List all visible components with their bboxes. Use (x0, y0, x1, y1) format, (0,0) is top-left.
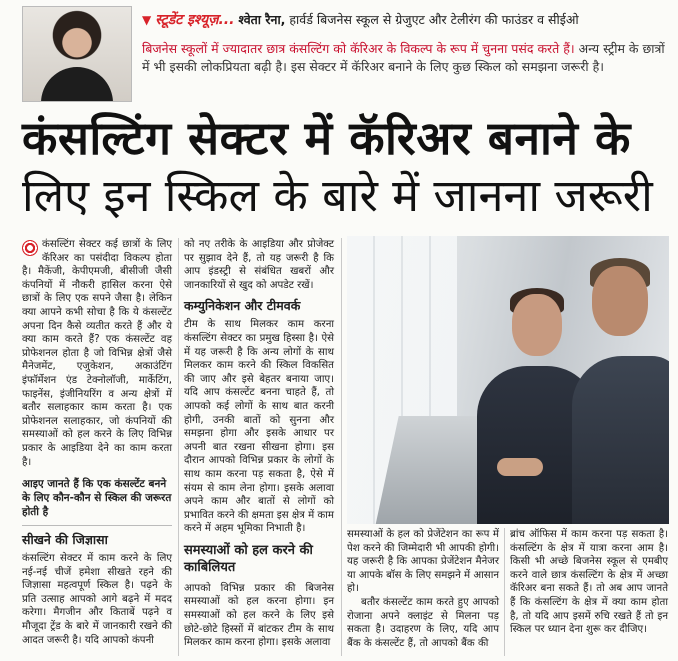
column-brand: स्टूडेंट इश्यूज़... (155, 12, 235, 28)
col3-paragraph-2: बतौर कंसल्टेंट काम करते हुए आपको रोजाना अपने क्लाइंट से मिलना पड़ सकता है। उदाहरण के लिए, यदि आप बैंक के कंसल्टेंट हैं, तो आपको बैंक की (347, 596, 499, 649)
col2-subheading-1: कम्युनिकेशन और टीमवर्क (184, 298, 301, 314)
headline-line-2: लिए इन स्किल के बारे में जानना जरूरी (22, 169, 653, 222)
column-3 (347, 528, 499, 650)
intro-text (142, 40, 672, 76)
intro-rest: अन्य स्ट्रीम के छात्रों में भी इसकी लोकप्रियता बढ़ी है। इस सेक्टर में कॅरिअर बनाने के लिए कुछ स्किल को समझना जरूरी है। (142, 41, 665, 74)
column-divider (504, 528, 505, 656)
col1-paragraph-2: कंसल्टिंग सेक्टर में काम करने के लिए नई-नई चीजें हमेशा सीखते रहने की जिज्ञासा महत्वपूर्ण स्किल है। पढ़ने के प्रति उत्साह आपको आगे बढ़ने में मदद करेगा। मैगजीन और किताबें पढ़ने व मौजूदा ट्रेंड के बारे में जानकारी रखने की आदत जरूरी है। यदि आपको कंपनी (22, 553, 172, 646)
office-photo (347, 236, 669, 524)
col4-paragraph-1: ब्रांच ऑफिस में काम करना पड़ सकता है। कंसल्टिंग के क्षेत्र में यात्रा करना आम है। किसी भी अच्छे बिजनेस स्कूल से एमबीए करने वाले छात्र कंसल्टिंग के क्षेत्र में अच्छा कॅरिअर बना सकते हैं। तो अब आप जानते हैं कि कंसल्टिंग के क्षेत्र में क्या काम होता है, तो यदि आप इसमें रुचि रखते हैं तो इन स्किल पर ध्यान देना शुरू कर दीजिए। (510, 529, 668, 636)
col1-paragraph-1: कंसल्टिंग सेक्टर कई छात्रों के लिए कॅरिअर का पसंदीदा विकल्प होता है। मैकेंजी, केपीएमजी, बीसीजी जैसी कंपनियों में नौकरी हासिल करना ऐसे छात्रों के लिए एक सपने जैसा है। लेकिन क्या आपने कभी सोचा है कि ये कंसल्टेंट अपना दिन कैसे व्यतीत करते हैं और ये क्या काम करते हैं? एक कंसल्टेंट वह प्रोफेशनल होता है जो विभिन्न क्षेत्रों जैसे मैनेजमेंट, एजुकेशन, अकाउंटिंग इंफॉर्मेशन एंड टेक्नोलॉजी, मार्केटिंग, फाइनेंस, इंजीनियरिंग व अन्य क्षेत्रों में बतौर सलाहकार काम करता है। एक प्रोफेशनल सलाहकार, जो कंपनियों की समस्याओं को हल करने के लिए विभिन्न प्रकार के आइडिया देने का काम करता है। (22, 239, 172, 468)
headline-line-1: कंसल्टिंग सेक्टर में कॅरिअर बनाने के (22, 111, 631, 165)
byline (142, 12, 672, 28)
col1-subheading: सीखने की जिज्ञासा (22, 525, 172, 548)
intro-highlight: बिजनेस स्कूलों में ज्यादातर छात्र कंसल्टिंग को कॅरिअर के विकल्प के रूप में चुनना पसंद करते हैं। (142, 41, 575, 56)
column-divider (341, 238, 342, 656)
col2-paragraph-1: को नए तरीके के आइडिया और प्रोजेक्ट पर सुझाव देने हैं, तो यह जरूरी है कि आप इंडस्ट्री से संबंधित खबरों और जानकारियों से खुद को अपडेट रखें। (184, 239, 334, 291)
col3-paragraph-1: समस्याओं के हल को प्रेजेंटेशन का रूप में पेश करने की जिम्मेदारी भी आपकी होगी। यह जरूरी है कि आपका प्रेजेंटेशन मैनेजर या आपके बॉस के लिए समझने में आसान हो। (347, 529, 499, 595)
target-icon (22, 240, 38, 256)
column-2 (184, 238, 334, 650)
column-1 (22, 238, 172, 647)
col1-callout: आइए जानते हैं कि एक कंसल्टेंट बनने के लिए कौन-कौन से स्किल की जरूरत होती है (22, 478, 172, 519)
col2-subheading-2: समस्याओं को हल करने की काबिलियत (184, 542, 313, 575)
red-arrow-icon: ▼ (142, 13, 152, 27)
column-divider (178, 238, 179, 656)
column-4 (510, 528, 668, 637)
author-description: हार्वर्ड बिजनेस स्कूल से ग्रेजुएट और टेलीरंग की फाउंडर व सीईओ (289, 12, 579, 27)
author-name: श्वेता रैना, (238, 12, 286, 27)
author-photo (22, 6, 132, 102)
col2-paragraph-2: टीम के साथ मिलकर काम करना कंसल्टिंग सेक्टर का प्रमुख हिस्सा है। ऐसे में यह जरूरी है कि अन्य लोगों के साथ मिलकर काम करने की स्किल विकसित की जाए और इसे बेहतर बनाया जाए। यदि आप कंसल्टेंट बनना चाहते हैं, तो आपको कई लोगों के साथ बात करनी होगी, उनकी बातों को सुनना और समझना होगा और इसके आधार पर अपनी बात रखना सीखना होगा। इस दौरान आपको विभिन्न प्रकार के लोगों के साथ काम करना पड़ सकता है, ऐसे में संयम से काम लेना होगा। इसके अलावा अपने काम और बातों से लोगों को प्रभावित करने की क्षमता इस क्षेत्र में काम करने में अहम भूमिका निभाती है। (184, 319, 334, 535)
col2-paragraph-3: आपको विभिन्न प्रकार की बिजनेस समस्याओं को हल करना होगा। इन समस्याओं को हल करने के लिए इसे छोटे-छोटे हिस्सों में बांटकर टीम के साथ मिलकर काम करना होगा। इसके अलावा (184, 582, 334, 649)
